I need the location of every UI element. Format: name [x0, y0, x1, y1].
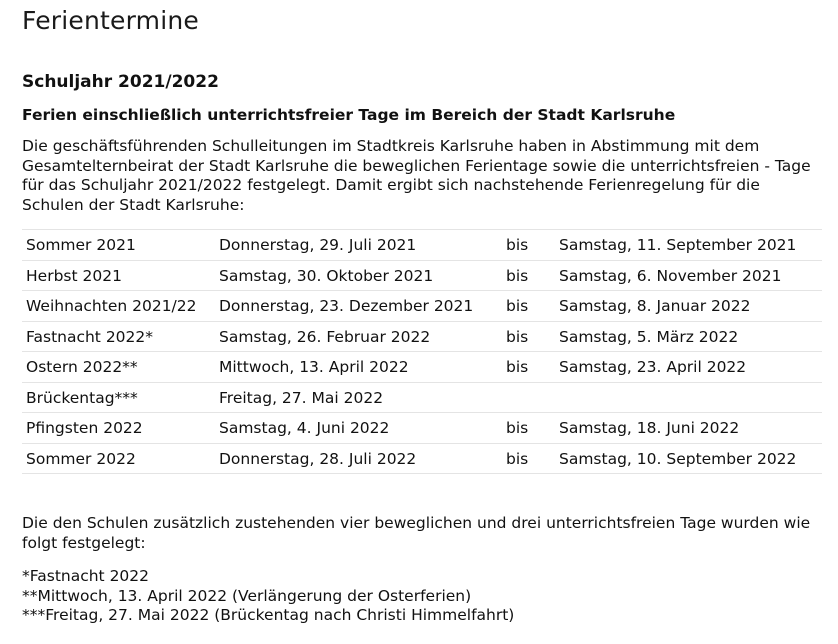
holiday-table [22, 229, 822, 474]
holiday-end [555, 382, 822, 413]
holiday-end: Samstag, 11. September 2021 [555, 230, 822, 261]
holiday-name: Brückentag*** [22, 382, 215, 413]
sub-heading: Ferien einschließlich unterrichtsfreier Tage im Bereich der Stadt Karlsruhe [22, 106, 676, 124]
page-title: Ferientermine [22, 6, 199, 35]
intro-paragraph: Die geschäftsführenden Schulleitungen im Stadtkreis Karlsruhe haben in Abstimmung mit dem Gesamtelternbeirat der Stadt Karlsruhe die beweglichen Ferientage sowie die unterrichtsfreien - Tage für das Schuljahr 2021/2022 festgelegt. Damit ergibt sich nachstehende Ferienregelung für die Schulen der Stadt Karlsruhe: [22, 137, 811, 214]
holiday-separator: bis [502, 443, 555, 474]
holiday-name: Sommer 2022 [22, 443, 215, 474]
table-row [22, 352, 822, 383]
holiday-start: Donnerstag, 28. Juli 2022 [215, 443, 502, 474]
footnotes [22, 567, 822, 626]
holiday-separator: bis [502, 260, 555, 291]
holiday-start: Freitag, 27. Mai 2022 [215, 382, 502, 413]
holiday-start: Samstag, 30. Oktober 2021 [215, 260, 502, 291]
holiday-separator: bis [502, 321, 555, 352]
holiday-name: Sommer 2021 [22, 230, 215, 261]
holiday-end: Samstag, 5. März 2022 [555, 321, 822, 352]
table-row [22, 321, 822, 352]
holiday-separator: bis [502, 230, 555, 261]
table-row [22, 382, 822, 413]
table-row [22, 230, 822, 261]
table-row [22, 291, 822, 322]
holiday-end: Samstag, 8. Januar 2022 [555, 291, 822, 322]
table-row [22, 260, 822, 291]
outro-paragraph: Die den Schulen zusätzlich zustehenden vier beweglichen und drei unterrichtsfreien Tage wurden wie folgt festgelegt: [22, 514, 811, 552]
holiday-separator: bis [502, 413, 555, 444]
holiday-start: Donnerstag, 29. Juli 2021 [215, 230, 502, 261]
footnote-2: **Mittwoch, 13. April 2022 (Verlängerung der Osterferien) [22, 586, 472, 605]
holiday-end: Samstag, 6. November 2021 [555, 260, 822, 291]
holiday-start: Samstag, 4. Juni 2022 [215, 413, 502, 444]
holiday-name: Ostern 2022** [22, 352, 215, 383]
holiday-name: Herbst 2021 [22, 260, 215, 291]
holiday-start: Donnerstag, 23. Dezember 2021 [215, 291, 502, 322]
holiday-start: Samstag, 26. Februar 2022 [215, 321, 502, 352]
school-year-heading: Schuljahr 2021/2022 [22, 72, 219, 92]
holiday-end: Samstag, 23. April 2022 [555, 352, 822, 383]
holiday-name: Fastnacht 2022* [22, 321, 215, 352]
holiday-end: Samstag, 10. September 2022 [555, 443, 822, 474]
holiday-separator [502, 382, 555, 413]
table-row [22, 443, 822, 474]
footnote-3: ***Freitag, 27. Mai 2022 (Brückentag nach Christi Himmelfahrt) [22, 606, 515, 624]
table-row [22, 413, 822, 444]
holiday-name: Weihnachten 2021/22 [22, 291, 215, 322]
holiday-end: Samstag, 18. Juni 2022 [555, 413, 822, 444]
holiday-start: Mittwoch, 13. April 2022 [215, 352, 502, 383]
holiday-separator: bis [502, 291, 555, 322]
footnote-1: *Fastnacht 2022 [22, 567, 150, 585]
holiday-separator: bis [502, 352, 555, 383]
holiday-name: Pfingsten 2022 [22, 413, 215, 444]
